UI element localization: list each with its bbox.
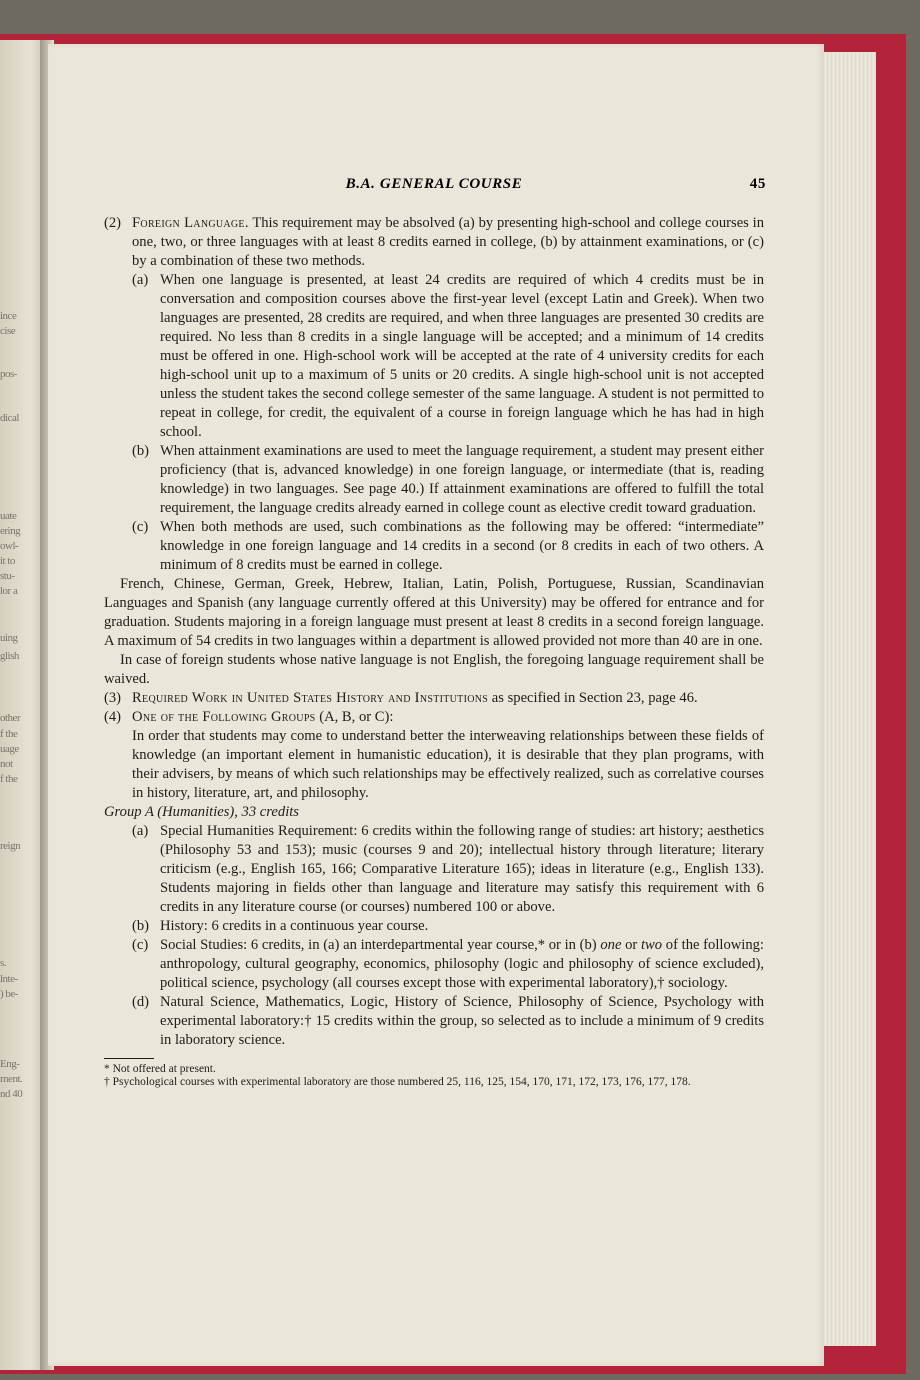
list-item	[104, 936, 764, 993]
paragraph-waiver: In case of foreign students whose native language is not English, the foregoing language requirement shall be waived.	[104, 652, 764, 687]
section-us-history	[104, 689, 764, 708]
item-text: or	[621, 937, 641, 953]
footnote: † Psychological courses with experimental laboratory are those numbered 25, 116, 125, 154, 170, 171, 172, 173, 176, 177, 178.	[104, 1076, 691, 1088]
item-label: (b)	[132, 443, 150, 459]
section-foreign-language	[104, 214, 764, 271]
footnote: * Not offered at present.	[104, 1063, 216, 1075]
section-number: (3)	[104, 690, 122, 706]
paragraph-languages: French, Chinese, German, Greek, Hebrew, Italian, Latin, Polish, Portuguese, Russian, Scandinavian Languages and Spanish (any language currently offered at this University) may be offered for entrance and for graduation. Students majoring in a foreign language must present at least 8 credits in a second foreign language. A maximum of 54 credits in two languages within a department is allowed provided not more than 40 are in one.	[104, 576, 764, 649]
section-number: (2)	[104, 215, 122, 231]
list-item	[104, 917, 764, 936]
section-heading: Foreign Language.	[132, 215, 249, 231]
item-emphasis: one	[600, 937, 622, 953]
left-page-fragment: uage	[0, 743, 19, 755]
section-heading: One of the Following Groups	[132, 709, 316, 725]
left-page-fragment: f the	[0, 728, 18, 740]
left-page-fragment: owl-	[0, 540, 19, 552]
page-edges	[824, 52, 876, 1346]
item-text: of the following: anthropology, cultural geography, economics, philosophy (logic and philosophy of science excluded), political science, psychology (all courses except those with experimental laboratory),† sociology.	[160, 937, 764, 991]
header-title: B.A. GENERAL COURSE	[345, 176, 523, 192]
item-text: Special Humanities Requirement: 6 credits within the following range of studies: art history; aesthetics (Philosophy 53 and 153); music (courses 9 and 20); intellectual history through literature; literary criticism (e.g., English 165, 166; Comparative Literature 165); ideas in literature (e.g., English 133). Students majoring in fields other than language and literature may satisfy this requirement with 6 credits in any literature course (or courses) numbered 100 or above.	[160, 823, 764, 915]
item-text: Social Studies: 6 credits, in (a) an interdepartmental year course,* or in (b)	[160, 937, 601, 953]
item-label: (c)	[132, 937, 149, 953]
left-page-fragment: cise	[0, 325, 16, 337]
page-number: 45	[749, 176, 766, 192]
item-label: (b)	[132, 918, 150, 934]
section-number: (4)	[104, 709, 122, 725]
list-item	[104, 442, 764, 518]
left-page-fragment: it to	[0, 555, 15, 567]
left-page-fragment: ince	[0, 310, 17, 322]
left-page-fragment: glish	[0, 650, 19, 662]
left-page-fragment: stu-	[0, 570, 15, 582]
item-label: (a)	[132, 823, 149, 839]
left-page-fragment: dical	[0, 412, 19, 424]
left-page-fragment: uing	[0, 632, 18, 644]
section-intro: This requirement may be absolved (a) by presenting high-school and college courses in one, two, or three languages with at least 8 credits earned in college, (b) by attainment examinations, or (c) by a combination of these two methods.	[132, 215, 764, 269]
left-page-edge	[0, 40, 44, 1370]
item-emphasis: two	[641, 937, 663, 953]
left-page-fragment: f the	[0, 773, 18, 785]
list-item	[104, 822, 764, 917]
left-page-fragment: nd 40	[0, 1088, 23, 1100]
group-a-title: Group A (Humanities), 33 credits	[104, 804, 299, 820]
left-page-fragment: other	[0, 712, 21, 724]
item-label: (c)	[132, 519, 149, 535]
left-page-fragment: lnte-	[0, 973, 18, 985]
left-page-fragment: ) be-	[0, 988, 18, 1000]
running-header	[104, 176, 764, 198]
item-text: When attainment examinations are used to meet the language requirement, a student may present either proficiency (that is, advanced knowledge) in one foreign language, or intermediate (that is, reading knowledge) in two languages. See page 40.) If attainment examinations are offered to fulfill the total requirement, the language credits already earned in college count as elective credit toward graduation.	[160, 443, 764, 516]
left-page-fragment: reign	[0, 840, 21, 852]
left-page-fragment: s.	[0, 957, 7, 969]
item-label: (d)	[132, 994, 150, 1010]
item-text: History: 6 credits in a continuous year course.	[160, 918, 429, 934]
left-page-fragment: not	[0, 758, 13, 770]
list-item	[104, 271, 764, 442]
item-text: When one language is presented, at least 24 credits are required of which 4 credits must be in conversation and composition courses above the first-year level (except Latin and Greek). When two languages are presented, 28 credits are required, and when three languages are presented 30 credits are required. No less than 8 credits in a single language will be accepted; and a minimum of 14 credits must be offered in one. High-school work will be accepted at the rate of 4 university credits for each high-school unit up to a maximum of 5 units or 20 credits. A single high-school unit is not accepted unless the student takes the second college semester of the same language. A student is not permitted to repeat in college, for credit, the equivalent of a course in foreign language which he has had in high school.	[160, 272, 764, 440]
footnote-rule	[104, 1058, 154, 1059]
left-page-fragment: ering	[0, 525, 21, 537]
list-item	[104, 518, 764, 575]
left-page-fragment: ment.	[0, 1073, 23, 1085]
section-text: as specified in Section 23, page 46.	[491, 690, 698, 706]
section-heading: Required Work in United States History and Institutions	[132, 690, 489, 706]
item-label: (a)	[132, 272, 149, 288]
section-groups	[104, 708, 764, 727]
item-text: Natural Science, Mathematics, Logic, History of Science, Philosophy of Science, Psychology with experimental laboratory:† 15 credits within the group, so selected as to include a minimum of 9 credits in laboratory science.	[160, 994, 764, 1048]
left-page-fragment: pos-	[0, 368, 17, 380]
left-page-fragment: uate	[0, 510, 17, 522]
section-heading-tail: (A, B, or C):	[319, 709, 394, 725]
left-page-fragment: lor a	[0, 585, 18, 597]
item-text: When both methods are used, such combinations as the following may be offered: “intermediate” knowledge in one foreign language and 14 credits in a second (or 8 credits in each of two others. A minimum of 8 credits must be earned in college.	[160, 519, 764, 573]
left-page-fragment: Eng-	[0, 1058, 20, 1070]
list-item	[104, 993, 764, 1050]
groups-intro: In order that students may come to understand better the interweaving relationships between these fields of knowledge (an important element in humanistic education), it is desirable that they plan programs, with their advisers, by means of which such relationships may be effectively realized, such as correlative courses in history, literature, art, and philosophy.	[132, 728, 764, 801]
page-body	[104, 214, 764, 1089]
